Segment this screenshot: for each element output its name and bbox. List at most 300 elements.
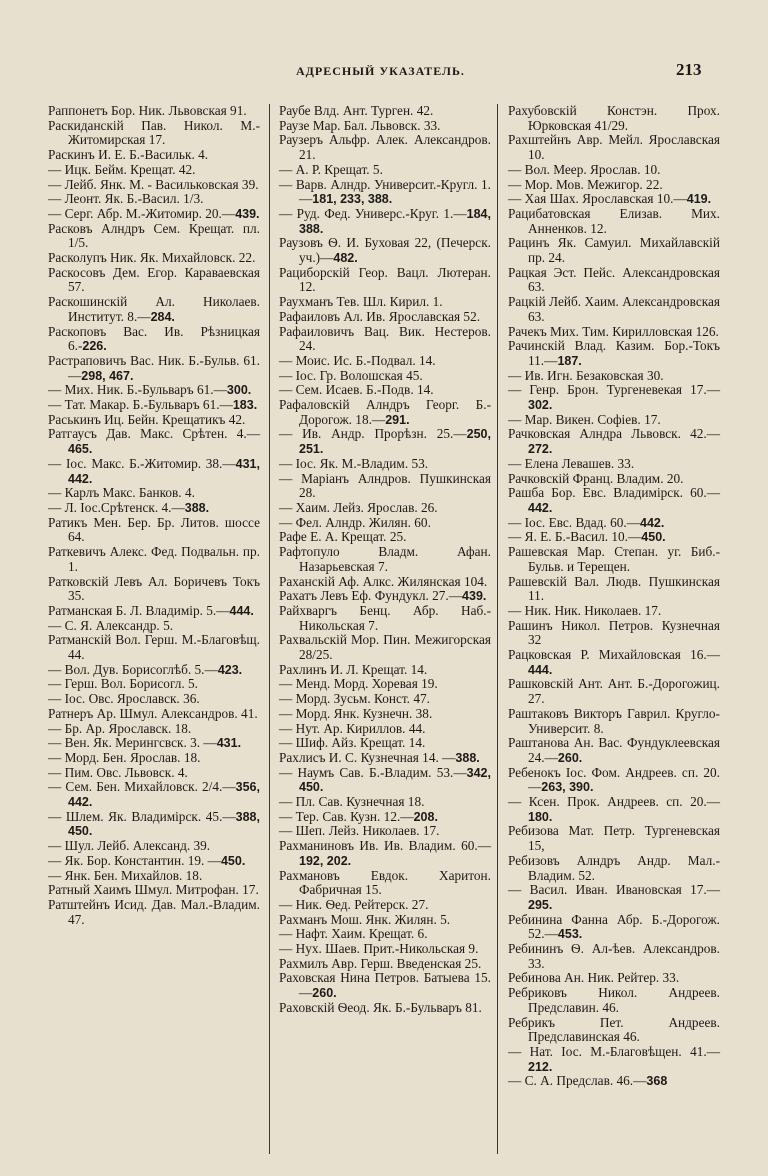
directory-entry bbox=[279, 516, 491, 531]
entry-text: Рачковскій Франц. Владим. 20. bbox=[508, 470, 684, 486]
directory-entry bbox=[48, 854, 260, 869]
entry-text: — Вол. Дув. Борисоглѣб. 5.— bbox=[48, 661, 218, 677]
directory-entry bbox=[279, 913, 491, 928]
entry-text: Рахманиновъ Ив. Ив. Владим. 60.— bbox=[279, 838, 491, 854]
directory-entry bbox=[508, 736, 720, 765]
entry-text: Ребинина Фанна Абр. Б.-Дорогож. 52.— bbox=[508, 911, 720, 942]
entry-text: Раузеръ Альфр. Алек. Александров. 21. bbox=[279, 132, 491, 163]
entry-text: — Вол. Меер. Ярослав. 10. bbox=[508, 161, 661, 177]
entry-text: Рацкая Эст. Пейс. Александровская 63. bbox=[508, 264, 720, 295]
entry-text: Ребинова Ан. Ник. Рейтер. 33. bbox=[508, 970, 680, 986]
entry-phone-numbers: 181, 233, 388. bbox=[312, 192, 393, 207]
entry-text: Ратманскій Вол. Герш. М.-Благовѣщ. 44. bbox=[48, 632, 260, 663]
entry-text: Раубе Влд. Ант. Турген. 42. bbox=[279, 103, 434, 118]
entry-text: Рафтопуло Владм. Афан. Назарьевская 7. bbox=[279, 544, 491, 574]
entry-phone-numbers: 423. bbox=[217, 662, 243, 677]
entry-text: Рахмилъ Авр. Герш. Введенская 25. bbox=[279, 955, 482, 971]
entry-text: — Іос. Макс. Б.-Житомир. 38.— bbox=[48, 455, 236, 471]
directory-entry bbox=[508, 883, 720, 912]
entry-text: Раухманъ Тев. Шл. Кирил. 1. bbox=[279, 294, 443, 310]
directory-entry bbox=[508, 1016, 720, 1045]
directory-entry bbox=[48, 604, 260, 619]
entry-text: — Шеп. Лейз. Николаев. 17. bbox=[279, 823, 440, 839]
directory-entry bbox=[508, 986, 720, 1015]
directory-entry bbox=[279, 119, 491, 134]
entry-text: Райхваргъ Бенц. Абр. Наб.-Никольская 7. bbox=[279, 602, 491, 633]
directory-entry bbox=[508, 369, 720, 384]
directory-entry bbox=[279, 266, 491, 295]
entry-phone-numbers: 263, 390. bbox=[541, 780, 594, 795]
entry-text: — Моис. Ис. Б.-Подвал. 14. bbox=[279, 352, 436, 368]
entry-text: Рахмановъ Евдок. Харитон. Фабричная 15. bbox=[279, 867, 491, 898]
directory-entry bbox=[279, 839, 491, 868]
entry-text: Ребизовъ Алндръ Андр. Мал.-Владим. 52. bbox=[508, 852, 720, 883]
directory-entry bbox=[508, 913, 720, 942]
directory-entry bbox=[48, 383, 260, 398]
directory-entry bbox=[508, 677, 720, 706]
directory-entry bbox=[508, 163, 720, 178]
directory-entry bbox=[48, 780, 260, 809]
entry-text: — Ив. Андр. Прорѣзн. 25.— bbox=[279, 426, 467, 442]
directory-entry bbox=[279, 457, 491, 472]
directory-entry bbox=[279, 398, 491, 427]
entry-text: — Елена Левашев. 33. bbox=[508, 455, 635, 471]
entry-text: Рачковская Алндра Львовск. 42.— bbox=[508, 426, 720, 442]
entry-text: — Ник. Ник. Николаев. 17. bbox=[508, 602, 662, 618]
directory-entry bbox=[279, 927, 491, 942]
entry-text: — Янк. Бен. Михайлов. 18. bbox=[48, 867, 203, 883]
entry-text: Раскиданскій Пав. Никол. М.-Житомирская 17. bbox=[48, 117, 260, 148]
entry-text: Ребенокъ Іос. Фом. Андреев. сп. 20.— bbox=[508, 764, 720, 795]
directory-entry bbox=[508, 545, 720, 574]
directory-entry bbox=[508, 1045, 720, 1074]
entry-text: Рахманъ Мош. Янк. Жилян. 5. bbox=[279, 911, 451, 927]
entry-phone-numbers: 291. bbox=[385, 412, 410, 427]
directory-entry bbox=[48, 413, 260, 428]
entry-phone-numbers: 444. bbox=[229, 603, 254, 618]
entry-text: — Нух. Шаев. Прит.-Никольская 9. bbox=[279, 941, 479, 957]
entry-text: Растраповичъ Вас. Ник. Б.-Бульв. 61.— bbox=[48, 352, 260, 383]
entry-text: — Іос. Овс. Ярославск. 36. bbox=[48, 691, 200, 707]
directory-entry bbox=[508, 413, 720, 428]
entry-text: — Іос. Як. М.-Владим. 53. bbox=[279, 455, 429, 471]
directory-entry bbox=[279, 736, 491, 751]
directory-entry bbox=[48, 707, 260, 722]
directory-entry bbox=[48, 354, 260, 383]
entry-phone-numbers: 368 bbox=[646, 1074, 668, 1089]
directory-entry bbox=[48, 869, 260, 884]
entry-phone-numbers: 442. bbox=[528, 500, 553, 515]
entry-phone-numbers: 260. bbox=[312, 986, 337, 1001]
directory-entry bbox=[279, 810, 491, 825]
entry-phone-numbers: 226. bbox=[82, 339, 107, 354]
entry-text: — Ицк. Бейм. Крещат. 42. bbox=[48, 161, 196, 177]
entry-phone-numbers: 300. bbox=[226, 383, 252, 398]
directory-entry bbox=[508, 575, 720, 604]
directory-entry bbox=[48, 898, 260, 927]
entry-text: Раскошинскій Ал. Николаев. Институт. 8.— bbox=[48, 294, 260, 324]
column-rule-1 bbox=[269, 104, 270, 1154]
directory-entry bbox=[508, 766, 720, 795]
directory-entry bbox=[48, 207, 260, 222]
entry-text: Ратманская Б. Л. Владимір. 5.— bbox=[48, 602, 230, 618]
entry-text: — Морд. Янк. Кузнечн. 38. bbox=[279, 705, 433, 721]
entry-phone-numbers: 450. bbox=[641, 530, 666, 545]
directory-entry bbox=[48, 427, 260, 456]
entry-text: Раскинъ И. Е. Б.-Васильк. 4. bbox=[48, 147, 209, 163]
running-title: АДРЕСНЫЙ УКАЗАТЕЛЬ. bbox=[296, 64, 465, 78]
entry-phone-numbers: 356, 442. bbox=[68, 780, 260, 810]
directory-entry bbox=[279, 545, 491, 574]
directory-entry bbox=[48, 119, 260, 148]
directory-entry bbox=[279, 824, 491, 839]
entry-text: — Хаим. Лейз. Ярослав. 26. bbox=[279, 499, 438, 515]
directory-entry bbox=[508, 207, 720, 236]
directory-entry bbox=[279, 971, 491, 1000]
directory-entry bbox=[508, 427, 720, 456]
directory-entry bbox=[48, 810, 260, 839]
entry-text: Рашинъ Никол. Петров. Кузнечная 32 bbox=[508, 617, 720, 648]
entry-text: — Маріанъ Алндров. Пушкинская 28. bbox=[279, 470, 491, 501]
directory-entry bbox=[48, 486, 260, 501]
entry-phone-numbers: 453. bbox=[557, 927, 583, 942]
directory-entry bbox=[279, 133, 491, 162]
entry-phone-numbers: 442. bbox=[640, 515, 665, 530]
entry-text: Рацибатовская Елизав. Мих. Анненков. 12. bbox=[508, 205, 720, 236]
directory-entry bbox=[48, 736, 260, 751]
directory-entry bbox=[279, 310, 491, 325]
entry-text: — С. А. Предслав. 46.— bbox=[508, 1073, 647, 1089]
entry-text: Рафаиловичъ Вац. Вик. Нестеров. 24. bbox=[279, 323, 491, 354]
directory-entry bbox=[279, 325, 491, 354]
directory-entry bbox=[279, 207, 491, 236]
entry-text: — Наумъ Сав. Б.-Владим. 53.— bbox=[279, 764, 467, 780]
entry-text: — Сем. Бен. Михайловск. 2/4.— bbox=[48, 779, 236, 795]
entry-phone-numbers: 184, 388. bbox=[299, 206, 491, 236]
entry-text: — Серг. Абр. М.-Житомир. 20.— bbox=[48, 205, 236, 221]
directory-entry bbox=[508, 472, 720, 487]
entry-text: Ратштейнъ Исид. Дав. Мал.-Владим. 47. bbox=[48, 896, 260, 927]
entry-phone-numbers: 272. bbox=[528, 442, 553, 457]
directory-entry bbox=[508, 530, 720, 545]
entry-text: — Л. Іос.Срѣтенск. 4.— bbox=[48, 499, 185, 515]
directory-entry bbox=[508, 486, 720, 515]
directory-entry bbox=[508, 339, 720, 368]
entry-phone-numbers: 284. bbox=[150, 309, 175, 324]
directory-entry bbox=[48, 457, 260, 486]
entry-text: — Ксен. Прок. Андреев. сп. 20.— bbox=[508, 794, 720, 810]
entry-text: — Васил. Иван. Ивановская 17.— bbox=[508, 882, 720, 898]
directory-entry bbox=[508, 942, 720, 971]
entry-phone-numbers: 439. bbox=[235, 206, 260, 221]
directory-entry bbox=[48, 192, 260, 207]
entry-phone-numbers: 465. bbox=[68, 442, 93, 457]
entry-text: Рашковскій Ант. Ант. Б.-Дорогожиц. 27. bbox=[508, 676, 720, 707]
entry-text: Ратнеръ Ар. Шмул. Александров. 41. bbox=[48, 705, 258, 721]
directory-entry bbox=[508, 325, 720, 340]
directory-entry bbox=[279, 354, 491, 369]
directory-entry bbox=[279, 751, 491, 766]
directory-entry bbox=[279, 369, 491, 384]
directory-entry bbox=[279, 163, 491, 178]
entry-text: Рахлисъ И. С. Кузнечная 14. — bbox=[279, 749, 456, 765]
directory-entry bbox=[279, 530, 491, 545]
entry-text: Раштанова Ан. Вас. Фундуклеевская 24.— bbox=[508, 735, 720, 765]
entry-text: Ратный Хаимъ Шмул. Митрофан. 17. bbox=[48, 882, 259, 898]
entry-text: — Хая Шах. Ярославская 10.— bbox=[508, 191, 687, 207]
entry-text: — Руд. Фед. Универс.-Круг. 1.— bbox=[279, 205, 467, 221]
entry-text: Рахубовскій Констэн. Прох. Юрковская 41/29. bbox=[508, 103, 720, 133]
directory-entry bbox=[279, 501, 491, 516]
entry-text: Рашевская Мар. Степан. уг. Биб.-Бульв. и Терещен. bbox=[508, 544, 720, 574]
entry-text: — А. Р. Крещат. 5. bbox=[279, 161, 383, 177]
entry-text: Рашевскій Вал. Людв. Пушкинская 11. bbox=[508, 573, 720, 604]
directory-entry bbox=[48, 545, 260, 574]
page-header bbox=[0, 60, 768, 86]
directory-entry bbox=[508, 619, 720, 648]
directory-entry bbox=[48, 163, 260, 178]
entry-text: Ребининъ Ѳ. Ал-ѣев. Александров. 33. bbox=[508, 941, 720, 971]
entry-text: — Як. Бор. Константин. 19. — bbox=[48, 852, 221, 868]
entry-phone-numbers: 212. bbox=[528, 1059, 553, 1074]
entry-text: — Морд. Зусьм. Конст. 47. bbox=[279, 691, 430, 707]
column-2 bbox=[279, 104, 491, 1164]
entry-text: Раховскій Ѳеод. Як. Б.-Бульваръ 81. bbox=[279, 999, 482, 1015]
directory-entry bbox=[508, 236, 720, 265]
entry-text: — Бр. Ар. Ярославск. 18. bbox=[48, 720, 192, 736]
entry-text: Рачекъ Мих. Тим. Кирилловская 126. bbox=[508, 323, 719, 339]
entry-text: — Шул. Лейб. Александ. 39. bbox=[48, 838, 211, 854]
entry-phone-numbers: 187. bbox=[557, 353, 582, 368]
column-3 bbox=[508, 104, 720, 1164]
directory-entry bbox=[508, 383, 720, 412]
entry-phone-numbers: 419. bbox=[686, 192, 712, 207]
directory-entry bbox=[508, 178, 720, 193]
entry-phone-numbers: 450. bbox=[220, 853, 246, 868]
entry-text: — Нат. Іос. М.-Благовѣщен. 41.— bbox=[508, 1044, 720, 1059]
entry-phone-numbers: 250, 251. bbox=[299, 427, 491, 457]
entry-text: Ребизова Мат. Петр. Тургеневская 15, bbox=[508, 823, 720, 854]
entry-text: — Вен. Як. Мерингсвск. 3. — bbox=[48, 735, 217, 751]
entry-text: — Тат. Макар. Б.-Бульваръ 61.— bbox=[48, 397, 233, 413]
directory-entry bbox=[279, 707, 491, 722]
entry-text: Ратгаусъ Дав. Макс. Срѣтен. 4.— bbox=[48, 426, 260, 442]
directory-entry bbox=[48, 325, 260, 354]
directory-entry bbox=[508, 648, 720, 677]
entry-text: — Пл. Сав. Кузнечная 18. bbox=[279, 794, 425, 810]
entry-text: Ратковскій Левъ Ал. Боричевъ Токъ 35. bbox=[48, 573, 260, 604]
directory-entry bbox=[279, 1001, 491, 1016]
entry-phone-numbers: 444. bbox=[528, 662, 553, 677]
entry-text: Расковъ Алндръ Сем. Крещат. пл. 1/5. bbox=[48, 220, 260, 251]
directory-entry bbox=[48, 516, 260, 545]
entry-text: — Варв. Алндр. Университ.-Кругл. 1.— bbox=[279, 176, 491, 207]
directory-entry bbox=[48, 222, 260, 251]
entry-text: — Іос. Евс. Вдад. 60.— bbox=[508, 514, 640, 530]
entry-text: — Лейб. Янк. М. - Васильковская 39. bbox=[48, 176, 259, 192]
directory-entry bbox=[48, 104, 260, 119]
column-1 bbox=[48, 104, 260, 1164]
entry-phone-numbers: 180. bbox=[528, 809, 553, 824]
entry-phone-numbers: 388. bbox=[455, 750, 480, 765]
directory-entry bbox=[279, 663, 491, 678]
entry-text: Рахлинъ И. Л. Крещат. 14. bbox=[279, 661, 428, 677]
directory-entry bbox=[508, 192, 720, 207]
entry-text: Рацинъ Як. Самуил. Михайлавскій пр. 24. bbox=[508, 235, 720, 266]
entry-phone-numbers: 388, 450. bbox=[68, 809, 260, 839]
directory-entry bbox=[279, 383, 491, 398]
directory-entry bbox=[48, 692, 260, 707]
entry-phone-numbers: 295. bbox=[528, 897, 553, 912]
entry-text: Рахштейнъ Авр. Мейл. Ярославская 10. bbox=[508, 132, 720, 163]
directory-entry bbox=[48, 148, 260, 163]
entry-phone-numbers: 482. bbox=[333, 251, 358, 266]
entry-text: Раузе Мар. Бал. Львовск. 33. bbox=[279, 117, 441, 133]
directory-entry bbox=[279, 604, 491, 633]
entry-text: — Генр. Брон. Тургеневекая 17.— bbox=[508, 382, 720, 398]
entry-text: Рахатъ Левъ Еф. Фундукл. 27.— bbox=[279, 588, 463, 604]
entry-text: — Я. Е. Б.-Васил. 10.— bbox=[508, 529, 642, 545]
column-rule-2 bbox=[497, 104, 498, 1154]
directory-entry bbox=[48, 575, 260, 604]
entry-text: Раузовъ Ѳ. И. Буховая 22, (Печерск. уч.)— bbox=[279, 235, 491, 266]
directory-entry bbox=[48, 178, 260, 193]
directory-entry bbox=[48, 751, 260, 766]
entry-text: Рациборскій Геор. Вацл. Лютеран. 12. bbox=[279, 264, 491, 295]
directory-entry bbox=[279, 795, 491, 810]
entry-text: — С. Я. Александр. 5. bbox=[48, 617, 174, 633]
directory-entry bbox=[508, 516, 720, 531]
entry-text: — Герш. Вол. Борисогл. 5. bbox=[48, 676, 198, 692]
entry-text: Раскоповъ Вас. Ив. Рѣзницкая 6.- bbox=[48, 323, 260, 354]
entry-text: — Ник. Ѳед. Рейтерск. 27. bbox=[279, 896, 429, 912]
page-number: 213 bbox=[676, 60, 702, 79]
entry-text: — Менд. Морд. Хоревая 19. bbox=[279, 676, 438, 692]
directory-entry bbox=[279, 589, 491, 604]
entry-text: Рашба Бор. Евс. Владимірск. 60.— bbox=[508, 485, 720, 501]
directory-entry bbox=[48, 766, 260, 781]
entry-text: Раскосовъ Дем. Егор. Караваевская 57. bbox=[48, 264, 260, 295]
entry-text: Раткевичъ Алекс. Фед. Подвальн. пр. 1. bbox=[48, 544, 260, 574]
directory-entry bbox=[279, 692, 491, 707]
directory-entry bbox=[508, 707, 720, 736]
directory-entry bbox=[508, 104, 720, 133]
directory-entry bbox=[48, 839, 260, 854]
entry-text: Рафаловскій Алндръ Георг. Б.-Дорогож. 18.— bbox=[279, 397, 491, 427]
entry-text: — Ив. Игн. Безаковская 30. bbox=[508, 367, 664, 383]
entry-text: — Пим. Овс. Львовск. 4. bbox=[48, 764, 188, 780]
directory-entry bbox=[508, 971, 720, 986]
entry-text: Раськинъ Иц. Бейн. Крещатикъ 42. bbox=[48, 411, 246, 427]
directory-entry bbox=[508, 457, 720, 472]
entry-text: — Фел. Алндр. Жилян. 60. bbox=[279, 514, 431, 530]
entry-text: Ратикъ Мен. Бер. Бр. Литов. шоссе 64. bbox=[48, 514, 260, 545]
entry-text: Ребрикъ Пет. Андреев. Предславинская 46. bbox=[508, 1014, 720, 1045]
directory-entry bbox=[508, 795, 720, 824]
entry-text: — Іос. Гр. Волошская 45. bbox=[279, 367, 423, 383]
directory-entry bbox=[508, 1074, 720, 1089]
directory-entry bbox=[48, 722, 260, 737]
entry-text: Раппонетъ Бор. Ник. Львовская 91. bbox=[48, 103, 247, 118]
entry-text: — Шлем. Як. Владимірск. 45.— bbox=[48, 808, 236, 824]
directory-entry bbox=[48, 251, 260, 266]
directory-entry bbox=[279, 869, 491, 898]
entry-phone-numbers: 183. bbox=[232, 398, 258, 413]
entry-text: Ребриковъ Никол. Андреев. Предславин. 46. bbox=[508, 985, 720, 1015]
entry-text: — Мих. Ник. Б.-Бульваръ 61.— bbox=[48, 382, 227, 398]
directory-entry bbox=[508, 824, 720, 853]
entry-phone-numbers: 431, 442. bbox=[68, 456, 260, 486]
directory-entry bbox=[279, 472, 491, 501]
directory-entry bbox=[48, 398, 260, 413]
entry-text: — Тер. Сав. Кузн. 12.— bbox=[279, 808, 414, 824]
entry-text: — Мор. Мов. Межигор. 22. bbox=[508, 176, 663, 192]
directory-entry bbox=[48, 266, 260, 295]
directory-entry bbox=[279, 633, 491, 662]
entry-phone-numbers: 342, 450. bbox=[299, 765, 491, 795]
directory-entry bbox=[279, 178, 491, 207]
entry-text: Рацковская Р. Михайловская 16.— bbox=[508, 647, 720, 663]
entry-text: Раханскій Аф. Алкс. Жилянская 104. bbox=[279, 573, 488, 589]
entry-text: — Нут. Ар. Кириллов. 44. bbox=[279, 720, 426, 736]
directory-entry bbox=[279, 942, 491, 957]
directory-entry bbox=[279, 295, 491, 310]
entry-phone-numbers: 388. bbox=[184, 500, 210, 515]
entry-text: Рафе Е. А. Крещат. 25. bbox=[279, 529, 407, 545]
directory-entry bbox=[508, 133, 720, 162]
directory-entry bbox=[48, 883, 260, 898]
directory-entry bbox=[508, 295, 720, 324]
entry-text: — Карлъ Макс. Банков. 4. bbox=[48, 485, 195, 501]
entry-text: — Мар. Викен. Софіев. 17. bbox=[508, 411, 661, 427]
entry-text: — Сем. Исаев. Б.-Подв. 14. bbox=[279, 382, 434, 398]
directory-entry bbox=[48, 501, 260, 516]
entry-text: — Шиф. Айз. Крещат. 14. bbox=[279, 735, 426, 751]
entry-phone-numbers: 208. bbox=[413, 809, 438, 824]
directory-entry bbox=[48, 619, 260, 634]
directory-entry bbox=[508, 604, 720, 619]
directory-entry bbox=[48, 677, 260, 692]
entry-text: Рачинскій Влад. Казим. Бор.-Токъ 11.— bbox=[508, 338, 720, 368]
entry-phone-numbers: 260. bbox=[557, 750, 583, 765]
directory-entry bbox=[279, 236, 491, 265]
entry-phone-numbers: 192, 202. bbox=[299, 853, 352, 868]
entry-phone-numbers: 298, 467. bbox=[81, 368, 134, 383]
entry-text: Рацкій Лейб. Хаим. Александровская 63. bbox=[508, 294, 720, 324]
directory-entry bbox=[279, 427, 491, 456]
entry-text: — Нафт. Хаим. Крещат. 6. bbox=[279, 926, 428, 942]
directory-entry bbox=[279, 575, 491, 590]
directory-entry bbox=[48, 633, 260, 662]
entry-phone-numbers: 439. bbox=[462, 589, 487, 604]
directory-entry bbox=[508, 266, 720, 295]
entry-phone-numbers: 431. bbox=[216, 736, 242, 751]
entry-text: Раштаковъ Викторъ Гаврил. Кругло-Университ. 8. bbox=[508, 705, 720, 736]
directory-entry bbox=[508, 854, 720, 883]
entry-text: Рафаиловъ Ал. Ив. Ярославская 52. bbox=[279, 308, 481, 324]
entry-text: Раховская Нина Петров. Батыева 15.— bbox=[279, 970, 491, 1001]
entry-text: Рахвальскій Мор. Пин. Межигорская 28/25. bbox=[279, 632, 491, 663]
directory-entry bbox=[279, 677, 491, 692]
entry-text: Расколупъ Ник. Як. Михайловск. 22. bbox=[48, 250, 256, 266]
directory-entry bbox=[48, 663, 260, 678]
directory-entry bbox=[279, 104, 491, 119]
entry-text: — Леонт. Як. Б.-Васил. 1/3. bbox=[48, 191, 204, 207]
directory-entry bbox=[279, 766, 491, 795]
directory-entry bbox=[279, 722, 491, 737]
entry-text: — Морд. Бен. Ярослав. 18. bbox=[48, 749, 201, 765]
directory-entry bbox=[279, 898, 491, 913]
